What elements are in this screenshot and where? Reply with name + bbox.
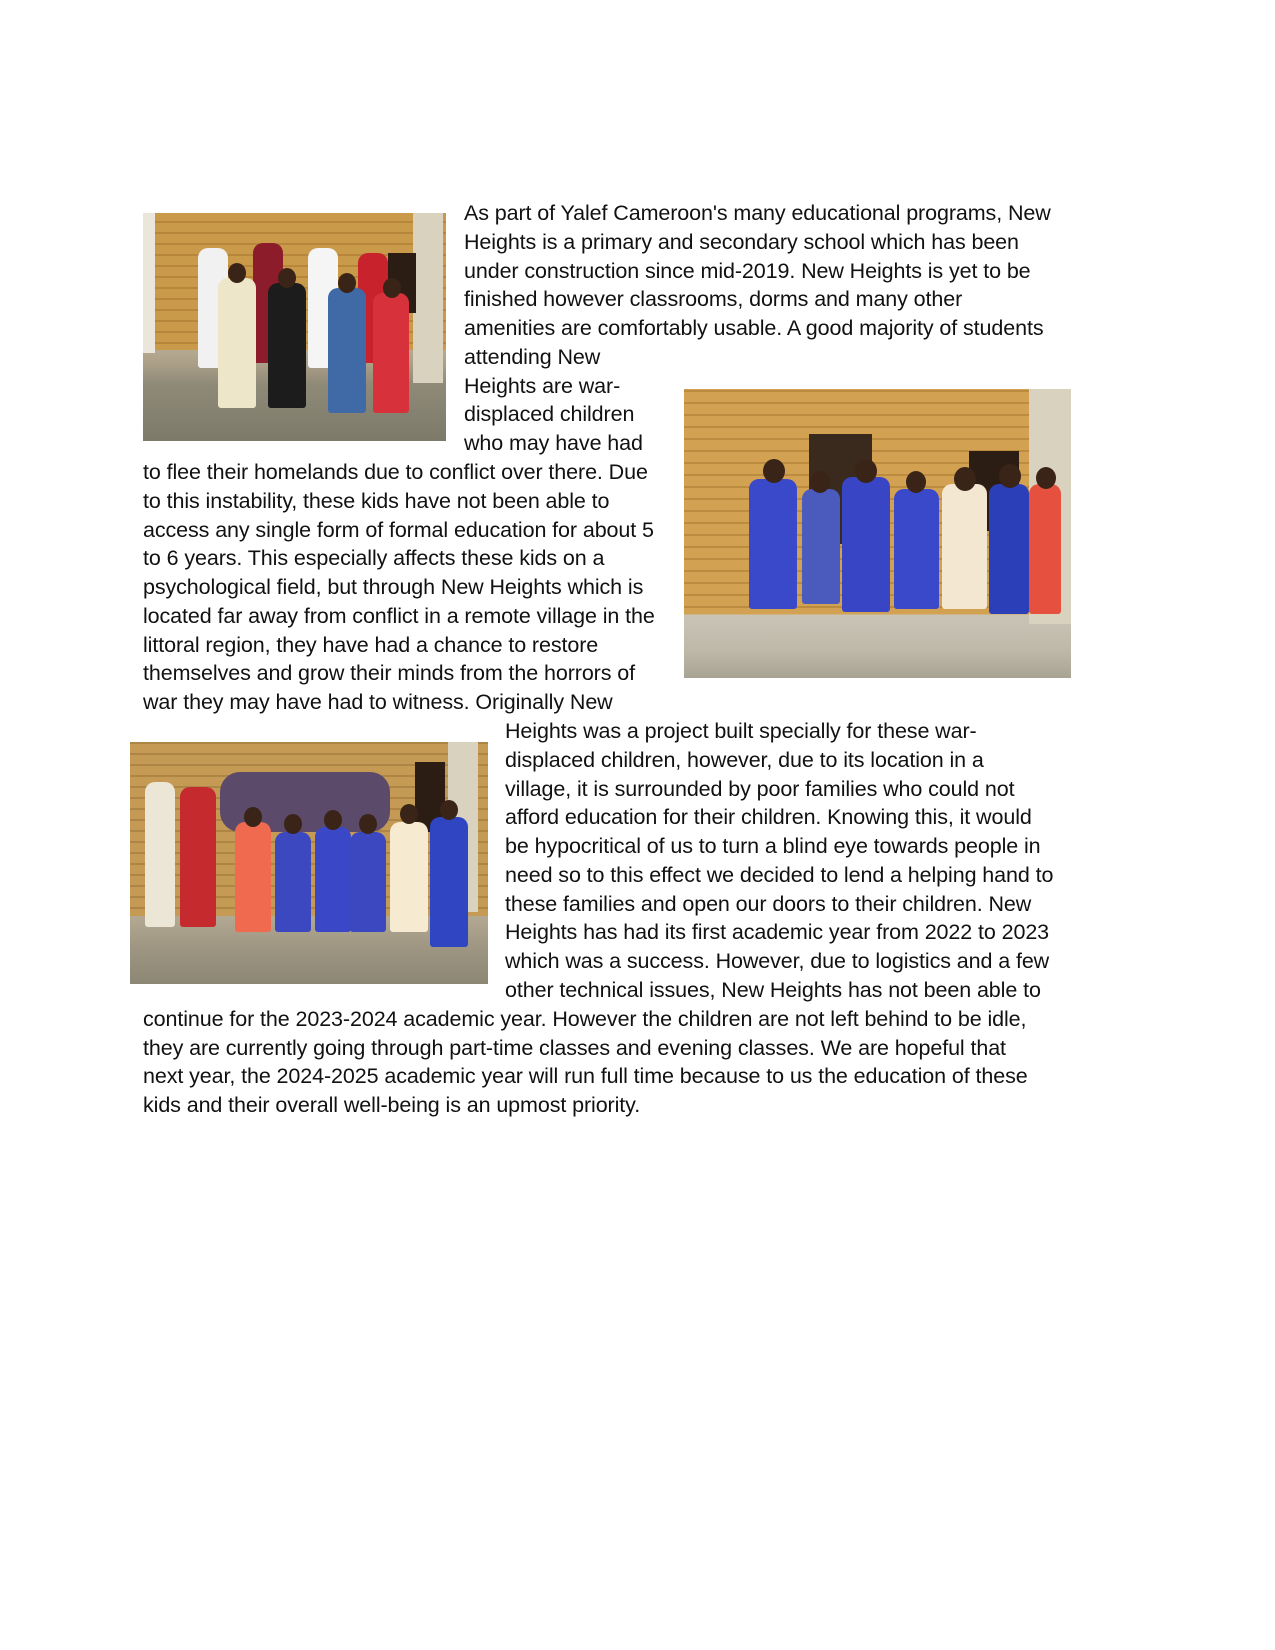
text-line: under construction since mid-2019. New Heights is yet to be [464, 259, 1031, 283]
text-line: themselves and grow their minds from the horrors of [143, 661, 635, 685]
text-line: attending New [464, 345, 601, 369]
photo-older-students [143, 213, 446, 441]
text-line: they are currently going through part-time classes and evening classes. We are hopeful that [143, 1036, 1006, 1060]
text-line: war they may have had to witness. Originally New [143, 690, 613, 714]
text-line: to 6 years. This especially affects these kids on a [143, 546, 605, 570]
photo-group-students-adults [130, 742, 488, 984]
text-line: next year, the 2024-2025 academic year will run full time because to us the education of these [143, 1064, 1028, 1088]
text-line: As part of Yalef Cameroon's many educational programs, New [464, 201, 1051, 225]
text-line: to flee their homelands due to conflict over there. Due [143, 460, 648, 484]
text-line: these families and open our doors to their children. New [505, 892, 1032, 916]
photo-young-pupils [684, 389, 1071, 678]
text-line: psychological field, but through New Heights which is [143, 575, 644, 599]
text-line: amenities are comfortably usable. A good majority of students [464, 316, 1044, 340]
text-line: afford education for their children. Knowing this, it would [505, 805, 1032, 829]
text-line: Heights has had its first academic year from 2022 to 2023 [505, 920, 1050, 944]
text-line: access any single form of formal education for about 5 [143, 518, 654, 542]
text-line: which was a success. However, due to logistics and a few [505, 949, 1050, 973]
text-line: to this instability, these kids have not been able to [143, 489, 610, 513]
text-line: located far away from conflict in a remote village in the [143, 604, 655, 628]
text-line: littoral region, they have had a chance to restore [143, 633, 599, 657]
text-line: who may have had [464, 431, 643, 455]
text-line: continue for the 2023-2024 academic year. However the children are not left behind to be idle, [143, 1007, 1027, 1031]
text-line: other technical issues, New Heights has not been able to [505, 978, 1041, 1002]
text-line: Heights was a project built specially for these war- [505, 719, 977, 743]
text-line: village, it is surrounded by poor families who could not [505, 777, 1015, 801]
text-line: displaced children [464, 402, 635, 426]
text-line: kids and their overall well-being is an upmost priority. [143, 1093, 641, 1117]
text-line: finished however classrooms, dorms and many other [464, 287, 963, 311]
text-line: Heights are war- [464, 374, 621, 398]
text-line: need so to this effect we decided to lend a helping hand to [505, 863, 1054, 887]
text-line: be hypocritical of us to turn a blind eye towards people in [505, 834, 1041, 858]
text-line: displaced children, however, due to its location in a [505, 748, 984, 772]
text-line: Heights is a primary and secondary school which has been [464, 230, 1019, 254]
